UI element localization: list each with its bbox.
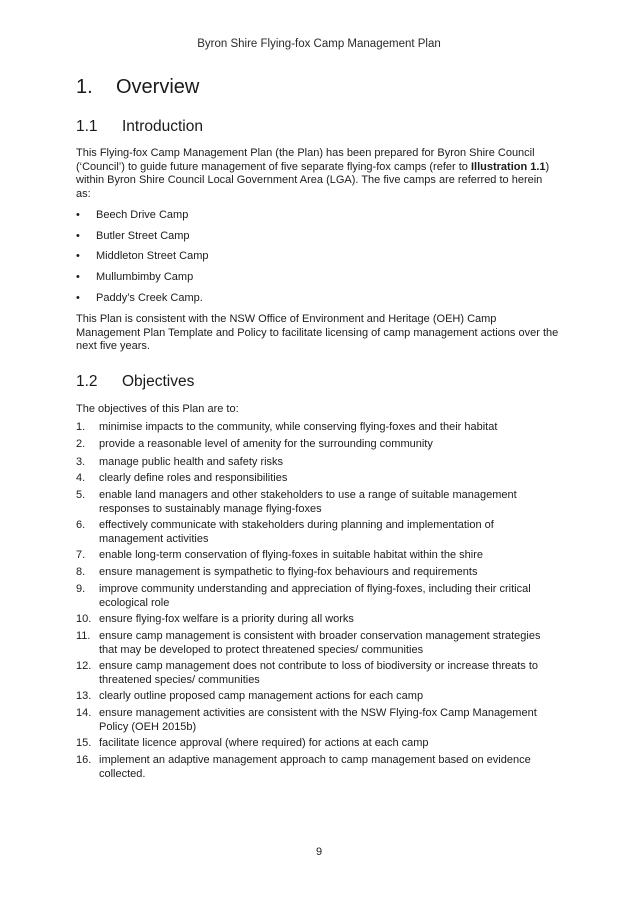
bullet-icon: • — [76, 250, 80, 262]
intro-title: Introduction — [122, 118, 203, 135]
objectives-lead: The objectives of this Plan are to: — [76, 403, 239, 415]
objectives-number: 1.2 — [76, 373, 98, 390]
consistency-paragraph: This Plan is consistent with the NSW Office of Environment and Heritage (OEH) Camp Management Plan Template and Policy to facilitate licensing of camp management actions over the next five years. — [76, 313, 559, 353]
intro-text-a: This Flying-fox Camp Management Plan (the Plan) has been prepared for Byron Shire Council (‘Council’) to guide future management of five separate flying-fox camps (refer to — [76, 147, 535, 173]
bullet-icon: • — [76, 230, 80, 242]
bullet-icon: • — [76, 271, 80, 283]
intro-paragraph — [76, 147, 560, 201]
section-number: 1. — [76, 76, 93, 98]
intro-text-b: ) within Byron Shire Council Local Government Area (LGA). The five camps are referred to herein as: — [76, 160, 550, 200]
bullet-icon: • — [76, 292, 80, 304]
illustration-reference: Illustration 1.1 — [470, 160, 546, 173]
intro-heading — [76, 118, 203, 136]
objectives-heading — [76, 373, 194, 391]
running-header: Byron Shire Flying-fox Camp Management Plan — [197, 38, 441, 50]
intro-number: 1.1 — [76, 118, 98, 135]
bullet-icon: • — [76, 209, 80, 221]
section-heading — [76, 76, 199, 99]
section-title: Overview — [116, 76, 200, 98]
objectives-title: Objectives — [122, 373, 195, 390]
page-number: 9 — [315, 846, 323, 858]
